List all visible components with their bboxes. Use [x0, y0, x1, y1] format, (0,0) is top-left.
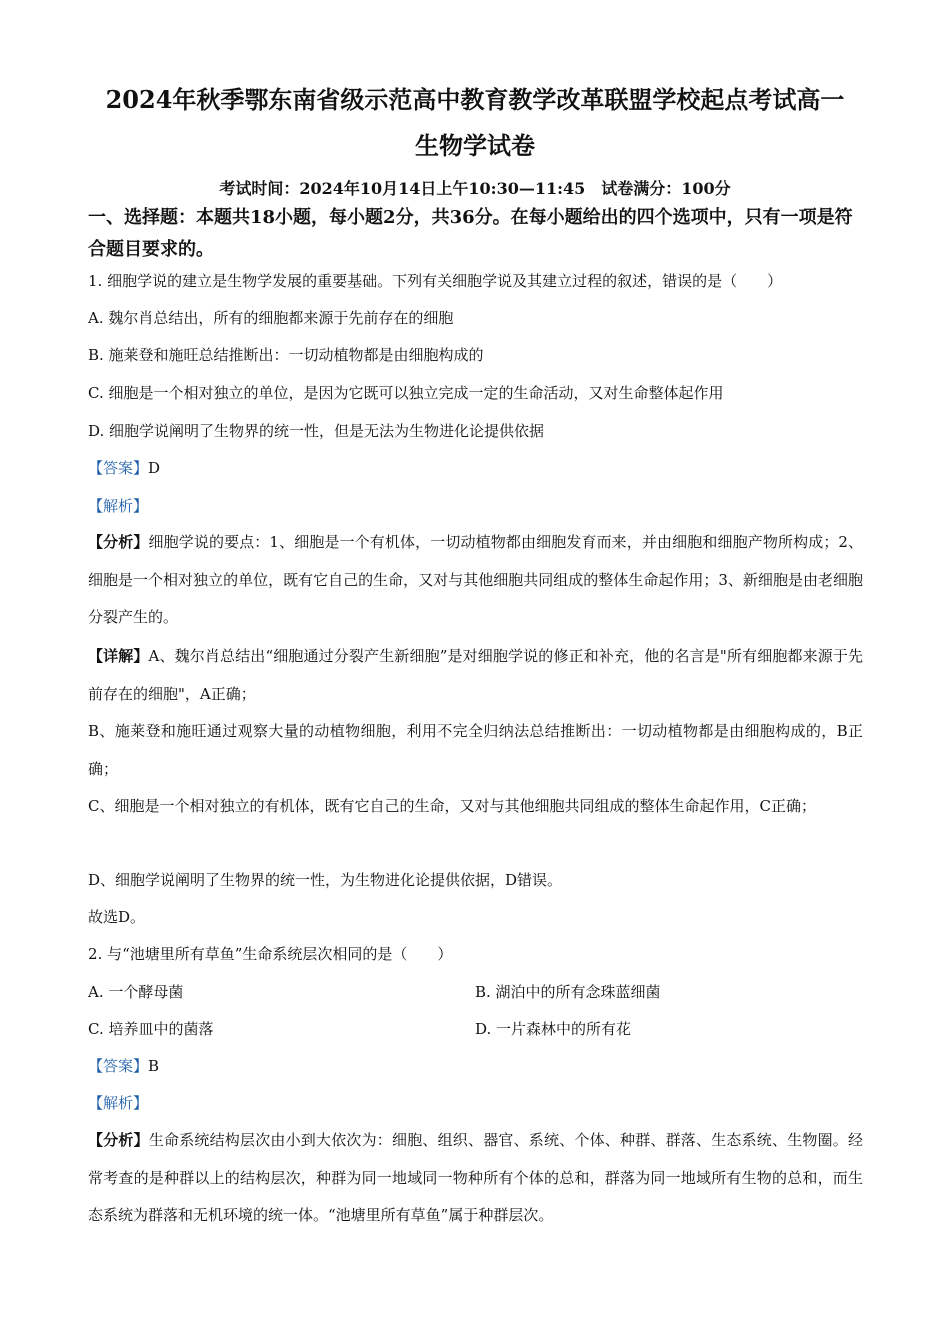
q2-answer-value: B	[148, 1057, 160, 1075]
q1-detail-tag: 【详解】	[88, 647, 149, 665]
q1-stem: 1. 细胞学说的建立是生物学发展的重要基础。下列有关细胞学说及其建立过程的叙述，错误的是（ ）	[88, 272, 783, 290]
q1-conclusion: 故选D。	[88, 908, 146, 926]
q1-option-c: C. 细胞是一个相对独立的单位，是因为它既可以独立完成一定的生命活动，又对生命整体起作用	[88, 384, 724, 402]
q2-option-b: B. 湖泊中的所有念珠蓝细菌	[475, 983, 661, 1001]
q1-detail-a-text: A、魏尔肖总结出“细胞通过分裂产生新细胞”是对细胞学说的修正和补充，他的名言是"所有细胞都来源于先前存在的细胞"，A正确；	[88, 647, 863, 703]
document-title-line1: 2024年秋季鄂东南省级示范高中教育教学改革联盟学校起点考试高一	[105, 85, 845, 114]
q1-analysis-text: 细胞学说的要点：1、细胞是一个有机体，一切动植物都由细胞发育而来，并由细胞和细胞产物所构成；2、细胞是一个相对独立的单位，既有它自己的生命，又对与其他细胞共同组成的整体生命起作用；3、新细胞是由老细胞分裂产生的。	[88, 533, 863, 626]
q1-option-d: D. 细胞学说阐明了生物界的统一性，但是无法为生物进化论提供依据	[88, 422, 545, 440]
q2-answer	[88, 1055, 159, 1076]
q2-analysis-tag: 【分析】	[88, 1131, 149, 1149]
q2-analysis	[88, 1122, 863, 1235]
q2-explain	[88, 1092, 148, 1113]
q2-answer-tag: 【答案】	[88, 1057, 149, 1075]
q1-answer-tag: 【答案】	[88, 459, 149, 477]
q2-option-a: A. 一个酵母菌	[88, 983, 184, 1001]
q1-detail-c: C、细胞是一个相对独立的有机体，既有它自己的生命，又对与其他细胞共同组成的整体生命起作用，C正确；	[88, 797, 816, 815]
q2-option-d: D. 一片森林中的所有花	[475, 1020, 632, 1038]
q2-explain-tag: 【解析】	[88, 1094, 149, 1112]
document-title-line2: 生物学试卷	[415, 131, 535, 160]
q1-detail-a	[88, 638, 863, 713]
q1-explain-tag: 【解析】	[88, 497, 149, 515]
q2-option-c: C. 培养皿中的菌落	[88, 1020, 214, 1038]
exam-info: 考试时间：2024年10月14日上午10:30—11:45 试卷满分：100分	[219, 179, 731, 198]
q1-answer-value: D	[148, 459, 161, 477]
q1-option-b: B. 施莱登和施旺总结推断出：一切动植物都是由细胞构成的	[88, 346, 484, 364]
q2-stem: 2. 与“池塘里所有草鱼”生命系统层次相同的是（ ）	[88, 945, 453, 963]
section-heading: 一、选择题：本题共18小题，每小题2分，共36分。在每小题给出的四个选项中，只有一项是符合题目要求的。	[88, 207, 853, 260]
q1-explain	[88, 495, 148, 516]
q1-detail-d: D、细胞学说阐明了生物界的统一性，为生物进化论提供依据，D错误。	[88, 871, 563, 889]
q1-detail-b: B、施莱登和施旺通过观察大量的动植物细胞，利用不完全归纳法总结推断出：一切动植物都是由细胞构成的，B正确；	[88, 722, 863, 778]
q1-analysis-tag: 【分析】	[88, 533, 149, 551]
q1-answer	[88, 457, 160, 478]
q2-analysis-text: 生命系统结构层次由小到大依次为：细胞、组织、器官、系统、个体、种群、群落、生态系统、生物圈。经常考查的是种群以上的结构层次，种群为同一地域同一物种所有个体的总和，群落为同一地域所有生物的总和，而生态系统为群落和无机环境的统一体。“池塘里所有草鱼”属于种群层次。	[88, 1131, 863, 1224]
q1-analysis	[88, 524, 863, 637]
q1-option-a: A. 魏尔肖总结出，所有的细胞都来源于先前存在的细胞	[88, 309, 454, 327]
